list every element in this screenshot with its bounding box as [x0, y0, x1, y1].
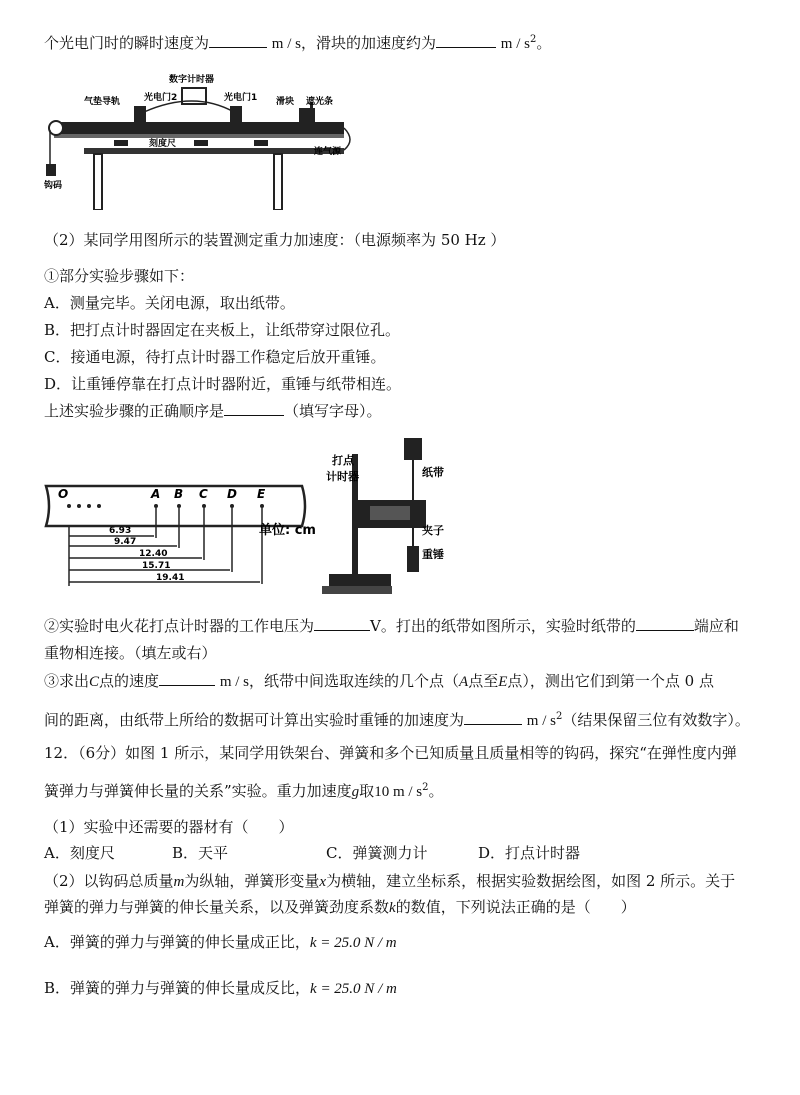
- answer-blank: [224, 401, 284, 416]
- q2-intro: （2）某同学用图所示的装置测定重力加速度：（电源频率为 50 Hz ）: [44, 231, 506, 249]
- q12-sub2-line2: 弹簧的弹力与弹簧的伸长量关系，以及弹簧劲度系数k的数值，下列说法正确的是（ ）: [44, 898, 636, 916]
- answer-blank: [314, 616, 370, 631]
- label-slider: 滑块: [276, 97, 295, 107]
- label-ruler: 刻度尺: [149, 139, 177, 149]
- answer-blank: [159, 671, 215, 686]
- label-digital-timer: 数字计时器: [169, 75, 215, 85]
- label-air-source: 连气源: [314, 147, 342, 157]
- point-d: D: [227, 487, 237, 501]
- dist-a: 6.93: [109, 526, 132, 536]
- dist-d: 15.71: [142, 561, 171, 571]
- order-question: 上述实验步骤的正确顺序是 （填写字母）。: [44, 402, 382, 420]
- unit-label: 单位: cm: [259, 523, 316, 538]
- label-clip: 夹子: [422, 524, 444, 537]
- dist-b: 9.47: [114, 537, 137, 547]
- tape-figure: [44, 436, 454, 606]
- q2-part2-line2: 重物相连接。（填左或右）: [44, 644, 217, 662]
- option-b: B．天平: [172, 844, 229, 862]
- dist-e: 19.41: [156, 573, 185, 583]
- answer-option-b: B．弹簧的弹力与弹簧的伸长量成反比，k = 25.0 N / m: [44, 979, 397, 997]
- q12-line2: 簧弹力与弹簧伸长量的关系”实验。重力加速度g取10 m / $s^2$。: [44, 782, 444, 800]
- label-gate2: 光电门2: [144, 93, 178, 103]
- label-heavy-weight: 重锤: [422, 548, 444, 561]
- label-weight: 钩码: [44, 181, 63, 191]
- label-timer-2: 计时器: [326, 470, 359, 483]
- point-a: A: [151, 487, 161, 501]
- answer-blank: [436, 33, 496, 48]
- answer-blank: [636, 616, 694, 631]
- dist-c: 12.40: [139, 549, 168, 559]
- q2-steps-title: ①部分实验步骤如下：: [44, 267, 195, 285]
- step-d: D．让重锤停靠在打点计时器附近，重锤与纸带相连。: [44, 375, 402, 393]
- step-c: C．接通电源，待打点计时器工作稳定后放开重锤。: [44, 348, 386, 366]
- option-c: C．弹簧测力计: [326, 844, 428, 862]
- q12-line1: 12．（6分）如图 1 所示，某同学用铁架台、弹簧和多个已知质量且质量相等的钩码，探究“在弹性度内弹: [44, 744, 737, 762]
- air-track-figure: [44, 70, 364, 210]
- point-c: C: [199, 487, 208, 501]
- label-tape: 纸带: [422, 466, 444, 479]
- question-line-top: 个光电门时的瞬时速度为 m / s，滑块的加速度约为 m / $s^2$。: [44, 34, 552, 52]
- q2-part3-line2: 间的距离，由纸带上所给的数据可计算出实验时重锤的加速度为 m / $s^2$（结果保留三位有效数字）。: [44, 711, 750, 729]
- label-shading-bar: 遮光条: [306, 97, 334, 107]
- point-e: E: [257, 487, 266, 501]
- point-o: O: [58, 487, 69, 501]
- q12-sub1: （1）实验中还需要的器材有（ ）: [44, 818, 294, 836]
- q12-options: [44, 843, 580, 863]
- step-b: B．把打点计时器固定在夹板上，让纸带穿过限位孔。: [44, 321, 401, 339]
- answer-option-a: A．弹簧的弹力与弹簧的伸长量成正比，k = 25.0 N / m: [44, 933, 397, 951]
- q12-sub2-line1: （2）以钩码总质量m为纵轴，弹簧形变量x为横轴，建立坐标系，根据实验数据绘图，如图 2 所示。关于: [44, 872, 736, 890]
- answer-blank: [209, 33, 267, 48]
- q2-part2-line1: ②实验时电火花打点计时器的工作电压为 V。打出的纸带如图所示，实验时纸带的 端应和: [44, 617, 739, 635]
- label-gate1: 光电门1: [224, 93, 258, 103]
- option-a: A．刻度尺: [44, 844, 115, 862]
- step-a: A．测量完毕。关闭电源，取出纸带。: [44, 294, 295, 312]
- label-timer-1: 打点: [332, 454, 354, 467]
- q2-part3-line1: ③求出C点的速度 m / s，纸带中间选取连续的几个点（A点至E点），测出它们到第一个点 0 点: [44, 672, 714, 690]
- option-d: D．打点计时器: [478, 844, 581, 862]
- label-air-track: 气垫导轨: [84, 97, 121, 107]
- point-b: B: [174, 487, 184, 501]
- answer-blank: [464, 710, 522, 725]
